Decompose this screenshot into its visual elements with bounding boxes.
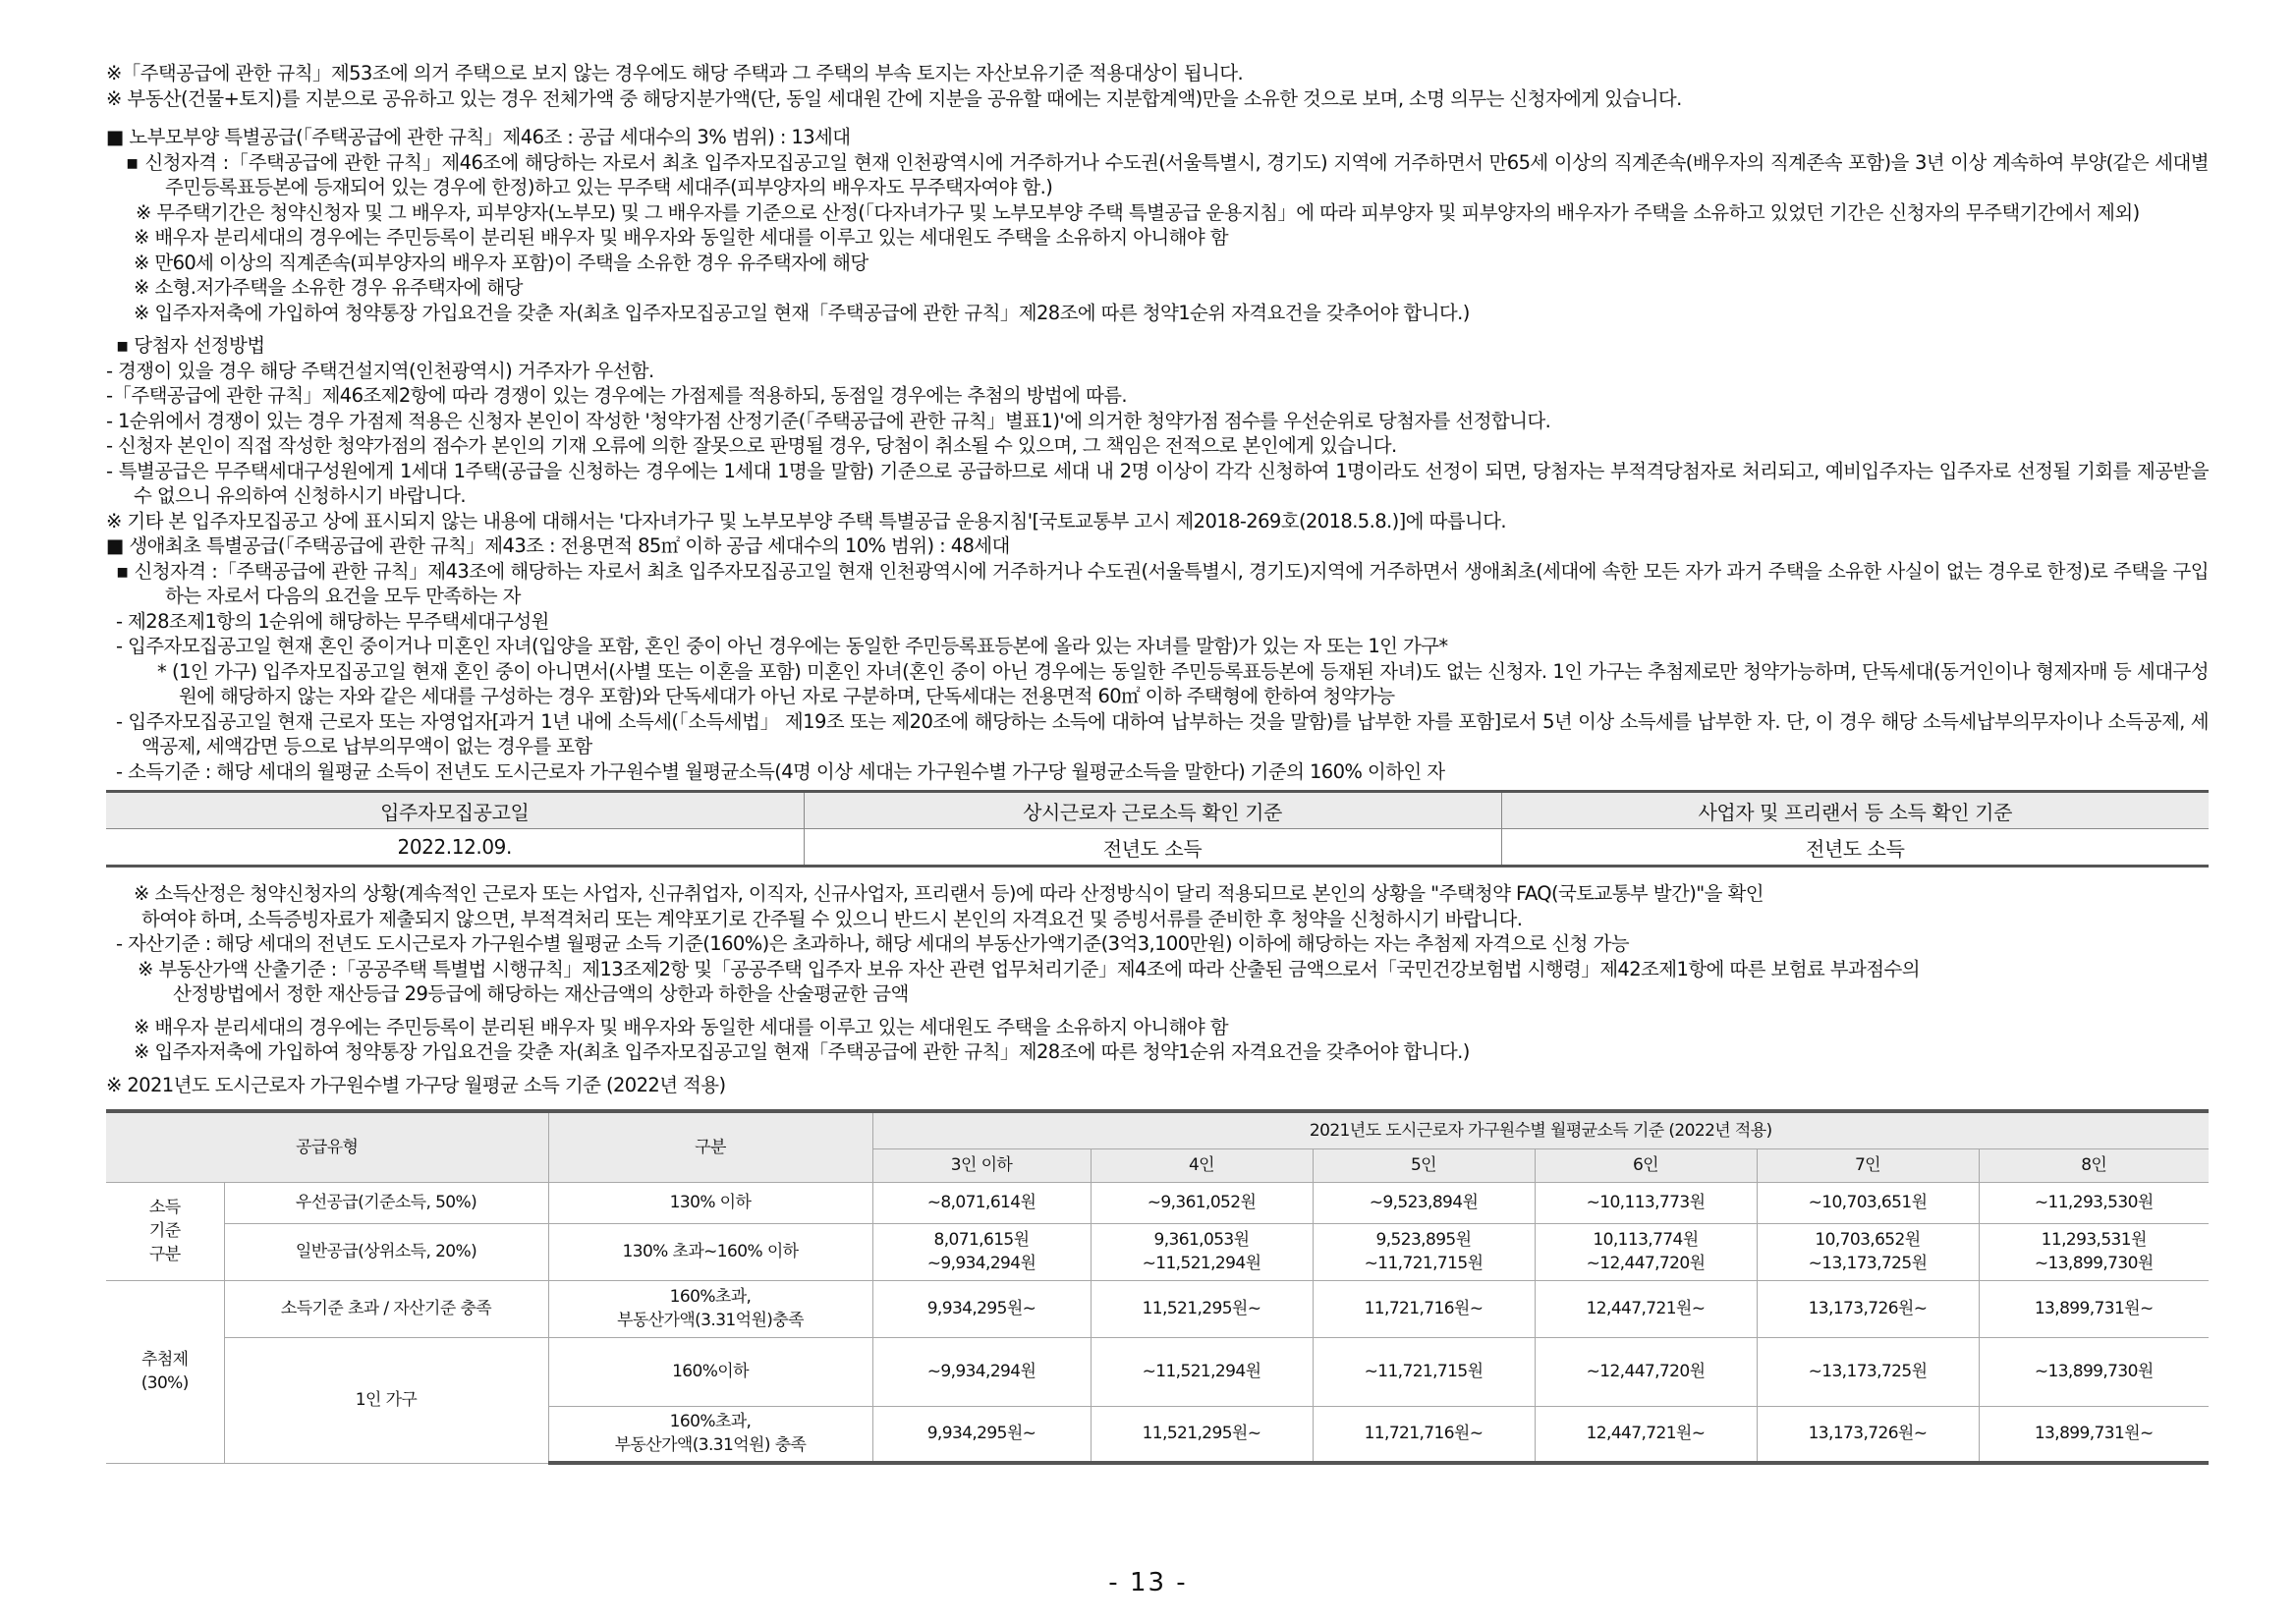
section-label-line: (30%): [140, 1373, 189, 1393]
header-group: 2021년도 도시근로자 가구원수별 월평균소득 기준 (2022년 적용): [872, 1111, 2209, 1148]
value-cell: 13,899,731원~: [1979, 1406, 2209, 1463]
note-line: ※ 부동산가액 산출기준 :「공공주택 특별법 시행규칙」제13조제2항 및「공공주택 입주자 보유 자산 관련 업무처리기준」제4조에 따라 산출된 금액으로서「국민건강보험법 시행령」제42조제1항에 따른 보험료 부과점수의: [138, 957, 1920, 980]
note-line: ※ 소형.저가주택을 소유한 경우 유주택자에 해당: [134, 276, 523, 299]
value-cell: [1091, 1223, 1313, 1280]
qualification-text: [106, 150, 2209, 200]
table-header-cell: 사업자 및 프리랜서 등 소득 확인 기준: [1501, 792, 2209, 829]
value-line: 10,113,774원: [1593, 1230, 1699, 1250]
value-cell: ~9,523,894원: [1313, 1182, 1535, 1223]
table-header-cell: 입주자모집공고일: [106, 792, 804, 829]
table-cell: 전년도 소득: [804, 829, 1501, 867]
page-number: - 13 -: [1108, 1568, 1188, 1597]
qualification-body: ▪ 신청자격 :「주택공급에 관한 규칙」제46조에 해당하는 자로서 최초 입주자모집공고일 현재 인천광역시에 거주하거나 수도권(서울특별시, 경기도) 지역에 거주하면서 만65세 이상의 직계존속(배우자의 직계존속 포함)을 3년 이상 계속하여 부양(같은 세대별 주민등록표등본에 등재되어 있는 경우에 한정)하고 있는 무주택 세대주(피부양자의 배우자도 무주택자여야 함.): [126, 150, 2209, 198]
supply-type-cell: 우선공급(기준소득, 50%): [224, 1182, 548, 1223]
section-label-line: 추첨제: [141, 1350, 189, 1370]
selection-line: -「주택공급에 관한 규칙」제46조제2항에 따라 경쟁이 있는 경우에는 가점제를 적용하되, 동점일 경우에는 추첨의 방법에 따름.: [106, 384, 1128, 407]
value-cell: 11,721,716원~: [1313, 1280, 1535, 1337]
header-col: 7인: [1757, 1148, 1979, 1182]
section-heading: ■ 노부모부양 특별공급(「주택공급에 관한 규칙」제46조 : 공급 세대수의 3% 범위) : 13세대: [106, 126, 851, 148]
selection-line: - 특별공급은 무주택세대구성원에게 1세대 1주택(공급을 신청하는 경우에는 1세대 1명을 말함) 기준으로 공급하므로 세대 내 2명 이상이 각각 신청하여 1명이라도 선정이 되면, 당첨자는 부적격당첨자로 처리되고, 예비입주자는 입주자로 선정될 기회를 제공받을 수 없으니 유의하여 신청하시기 바랍니다.: [106, 459, 2209, 507]
division-line: 160%초과,: [669, 1287, 752, 1307]
division-cell: 160%이하: [548, 1337, 872, 1406]
note-line: 하여야 하며, 소득증빙자료가 제출되지 않으면, 부적격처리 또는 계약포기로 간주될 수 있으니 반드시 본인의 자격요건 및 증빙서류를 준비한 후 청약을 신청하시기 바랍니다.: [141, 907, 1523, 930]
document-page: [106, 61, 2209, 1465]
note-line: 산정방법에서 정한 재산등급 29등급에 해당하는 재산금액의 상한과 하한을 산술평균한 금액: [173, 982, 909, 1005]
value-cell: ~9,361,052원: [1091, 1182, 1313, 1223]
first-home-section: [106, 533, 2209, 784]
value-cell: ~13,173,725원: [1757, 1337, 1979, 1406]
section-heading: ■ 생애최초 특별공급(「주택공급에 관한 규칙」제43조 : 전용면적 85㎡ 이하 공급 세대수의 10% 범위) : 48세대: [106, 534, 1010, 557]
value-cell: 11,721,716원~: [1313, 1406, 1535, 1463]
selection-line: - 경쟁이 있을 경우 해당 주택건설지역(인천광역시) 거주자가 우선함.: [106, 359, 654, 382]
selection-heading: ▪ 당첨자 선정방법: [116, 334, 265, 357]
header-col: 8인: [1979, 1148, 2209, 1182]
header-col: 3인 이하: [872, 1148, 1091, 1182]
requirement-line: - 입주자모집공고일 현재 근로자 또는 자영업자[과거 1년 내에 소득세(「소득세법」 제19조 또는 제20조에 해당하는 소득에 대하여 납부하는 것을 말함)를 납부한 자를 포함]로서 5년 이상 소득세를 납부한 자. 단, 이 경우 해당 소득세납부의무자이나 소득공제, 세액공제, 세액감면 등으로 납부의무액이 없는 경우를 포함: [116, 709, 2209, 757]
value-cell: [1757, 1223, 1979, 1280]
table-header-row: [106, 1111, 2209, 1148]
division-cell: [548, 1280, 872, 1337]
note-line: ※ 만60세 이상의 직계존속(피부양자의 배우자 포함)이 주택을 소유한 경우 유주택자에 해당: [134, 251, 868, 274]
value-cell: [1313, 1223, 1535, 1280]
requirement-line: - 제28조제1항의 1순위에 해당하는 무주택세대구성원: [116, 609, 549, 633]
requirement-line: - 소득기준 : 해당 세대의 월평균 소득이 전년도 도시근로자 가구원수별 월평균소득(4명 이상 세대는 가구원수별 가구당 월평균소득을 말한다) 기준의 160% 이하인 자: [116, 759, 1445, 783]
income-check-table: [106, 790, 2209, 868]
table-row: [106, 1223, 2209, 1280]
table-row: [106, 1337, 2209, 1406]
note-line: ※ 배우자 분리세대의 경우에는 주민등록이 분리된 배우자 및 배우자와 동일한 세대를 이루고 있는 세대원도 주택을 소유하지 아니해야 함: [134, 1015, 1228, 1038]
value-line: 11,293,531원: [2041, 1230, 2147, 1250]
value-line: ~13,899,730원: [2034, 1254, 2154, 1273]
requirement-line: - 입주자모집공고일 현재 혼인 중이거나 미혼인 자녀(입양을 포함, 혼인 중이 아닌 경우에는 동일한 주민등록표등본에 올라 있는 자녀를 말함)가 있는 자 또는 1인 가구*: [116, 635, 1448, 657]
value-cell: 12,447,721원~: [1535, 1406, 1757, 1463]
income-standard-table: [106, 1109, 2209, 1465]
note-line: ※ 입주자저축에 가입하여 청약통장 가입요건을 갖춘 자(최초 입주자모집공고일 현재「주택공급에 관한 규칙」제28조에 따른 청약1순위 자격요건을 갖추어야 합니다.): [134, 1040, 1470, 1063]
after-notes: [106, 881, 2209, 1097]
selection-line: ※ 기타 본 입주자모집공고 상에 표시되지 않는 내용에 대해서는 '다자녀가구 및 노부모부양 주택 특별공급 운용지침'[국토교통부 고시 제2018-269호(2018.5.8.)]에 따릅니다.: [106, 509, 1507, 532]
table-row: [106, 829, 2209, 867]
elder-support-section: [106, 125, 2209, 533]
note-line: ※ 소득산정은 청약신청자의 상황(계속적인 근로자 또는 사업자, 신규취업자, 이직자, 신규사업자, 프리랜서 등)에 따라 산정방식이 달리 적용되므로 본인의 상황을 "주택청약 FAQ(국토교통부 발간)"을 확인: [134, 882, 1764, 905]
selection-line: - 신청자 본인이 직접 작성한 청약가점의 점수가 본인의 기재 오류에 의한 잘못으로 판명될 경우, 당첨이 취소될 수 있으며, 그 책임은 전적으로 본인에게 있습니다.: [106, 434, 1397, 457]
value-line: ~12,447,720원: [1586, 1254, 1706, 1273]
table-caption: ※ 2021년도 도시근로자 가구원수별 가구당 월평균 소득 기준 (2022년 적용): [106, 1073, 726, 1096]
value-cell: 9,934,295원~: [872, 1406, 1091, 1463]
value-cell: ~10,703,651원: [1757, 1182, 1979, 1223]
value-cell: ~13,899,730원: [1979, 1337, 2209, 1406]
table-row: [106, 1280, 2209, 1337]
qualification-text: ▪ 신청자격 :「주택공급에 관한 규칙」제43조에 해당하는 자로서 최초 입주자모집공고일 현재 인천광역시에 거주하거나 수도권(서울특별시, 경기도)지역에 거주하면서 생애최초(세대에 속한 모든 자가 과거 주택을 소유한 사실이 없는 경우로 한정)로 주택을 구입하는 자로서 다음의 요건을 모두 만족하는 자: [116, 559, 2209, 607]
note-line: ※ 입주자저축에 가입하여 청약통장 가입요건을 갖춘 자(최초 입주자모집공고일 현재「주택공급에 관한 규칙」제28조에 따른 청약1순위 자격요건을 갖추어야 합니다.): [134, 301, 1470, 324]
table-cell: 전년도 소득: [1501, 829, 2209, 867]
header-supply-type: 공급유형: [106, 1111, 548, 1182]
value-line: ~9,934,294원: [926, 1254, 1036, 1273]
section-label-line: 구분: [148, 1245, 181, 1264]
table-cell: 2022.12.09.: [106, 829, 804, 867]
division-line: 부동산가액(3.31억원)충족: [617, 1311, 804, 1330]
header-col: 6인: [1535, 1148, 1757, 1182]
value-cell: ~12,447,720원: [1535, 1337, 1757, 1406]
value-line: 8,071,615원: [933, 1230, 1030, 1250]
header-col: 5인: [1313, 1148, 1535, 1182]
value-line: ~11,521,294원: [1142, 1254, 1261, 1273]
value-line: ~11,721,715원: [1364, 1254, 1484, 1273]
section-label-line: 기준: [148, 1221, 181, 1241]
division-line: 부동산가액(3.31억원) 충족: [614, 1435, 807, 1456]
section-label-line: 소득: [148, 1198, 181, 1217]
selection-line: - 1순위에서 경쟁이 있는 경우 가점제 적용은 신청자 본인이 작성한 '청약가점 산정기준(「주택공급에 관한 규칙」별표1)'에 의거한 청약가점 점수를 우선순위로 당첨자를 선정합니다.: [106, 409, 1551, 432]
value-cell: ~11,521,294원: [1091, 1337, 1313, 1406]
value-cell: 13,899,731원~: [1979, 1280, 2209, 1337]
header-division: 구분: [548, 1111, 872, 1182]
value-cell: 13,173,726원~: [1757, 1406, 1979, 1463]
value-cell: [1535, 1223, 1757, 1280]
value-cell: [1979, 1223, 2209, 1280]
value-cell: ~11,721,715원: [1313, 1337, 1535, 1406]
division-cell: [548, 1406, 872, 1463]
table-header-cell: 상시근로자 근로소득 확인 기준: [804, 792, 1501, 829]
division-line: 160%초과,: [669, 1412, 752, 1432]
note-line: ※ 무주택기간은 청약신청자 및 그 배우자, 피부양자(노부모) 및 그 배우자를 기준으로 산정(「다자녀가구 및 노부모부양 주택 특별공급 운용지침」에 따라 피부양자 및 피부양자의 배우자가 주택을 소유하고 있었던 기간은 신청자의 무주택기간에서 제외): [136, 200, 2140, 224]
header-col: 4인: [1091, 1148, 1313, 1182]
section-label-income: [106, 1182, 224, 1280]
table-row: [106, 1182, 2209, 1223]
note-line: ※ 배우자 분리세대의 경우에는 주민등록이 분리된 배우자 및 배우자와 동일한 세대를 이루고 있는 세대원도 주택을 소유하지 아니해야 함: [134, 226, 1228, 249]
notice-line: ※「주택공급에 관한 규칙」제53조에 의거 주택으로 보지 않는 경우에도 해당 주택과 그 주택의 부속 토지는 자산보유기준 적용대상이 됩니다.: [106, 62, 1244, 84]
section-label-lottery: [106, 1280, 224, 1463]
notice-line: ※ 부동산(건물+토지)를 지분으로 공유하고 있는 경우 전체가액 중 해당지분가액(단, 동일 세대원 간에 지분을 공유할 때에는 지분합계액)만을 소유한 것으로 보며, 소명 의무는 신청자에게 있습니다.: [106, 86, 1682, 110]
value-cell: 9,934,295원~: [872, 1280, 1091, 1337]
value-cell: ~8,071,614원: [872, 1182, 1091, 1223]
supply-type-cell: 소득기준 초과 / 자산기준 충족: [224, 1280, 548, 1337]
value-cell: 13,173,726원~: [1757, 1280, 1979, 1337]
supply-type-cell: 일반공급(상위소득, 20%): [224, 1223, 548, 1280]
value-cell: [872, 1223, 1091, 1280]
supply-type-cell: 1인 가구: [224, 1337, 548, 1463]
division-cell: 130% 초과~160% 이하: [548, 1223, 872, 1280]
value-line: 9,361,053원: [1153, 1230, 1250, 1250]
value-cell: ~11,293,530원: [1979, 1182, 2209, 1223]
note-line: - 자산기준 : 해당 세대의 전년도 도시근로자 가구원수별 월평균 소득 기준(160%)은 초과하나, 해당 세대의 부동산가액기준(3억3,100만원) 이하에 해당하는 자는 추첨제 자격으로 신청 가능: [116, 932, 1629, 955]
value-cell: ~10,113,773원: [1535, 1182, 1757, 1223]
value-line: 10,703,652원: [1815, 1230, 1921, 1250]
value-cell: 12,447,721원~: [1535, 1280, 1757, 1337]
value-cell: 11,521,295원~: [1091, 1406, 1313, 1463]
division-cell: 130% 이하: [548, 1182, 872, 1223]
value-cell: 11,521,295원~: [1091, 1280, 1313, 1337]
value-line: ~13,173,725원: [1808, 1254, 1928, 1273]
value-cell: ~9,934,294원: [872, 1337, 1091, 1406]
table-header-row: [106, 792, 2209, 829]
requirement-note: * (1인 가구) 입주자모집공고일 현재 혼인 중이 아니면서(사별 또는 이혼을 포함) 미혼인 자녀(혼인 중이 아닌 경우에는 동일한 주민등록표등본에 등재된 자녀)도 없는 신청자. 1인 가구는 추첨제로만 청약가능하며, 단독세대(동거인이나 형제자매 등 세대구성원에 해당하지 않는 자와 같은 세대를 구성하는 경우 포함)와 단독세대가 아닌 자로 구분하며, 단독세대는 전용면적 60㎡ 이하 주택형에 한하여 청약가능: [157, 659, 2209, 707]
value-line: 9,523,895원: [1375, 1230, 1472, 1250]
